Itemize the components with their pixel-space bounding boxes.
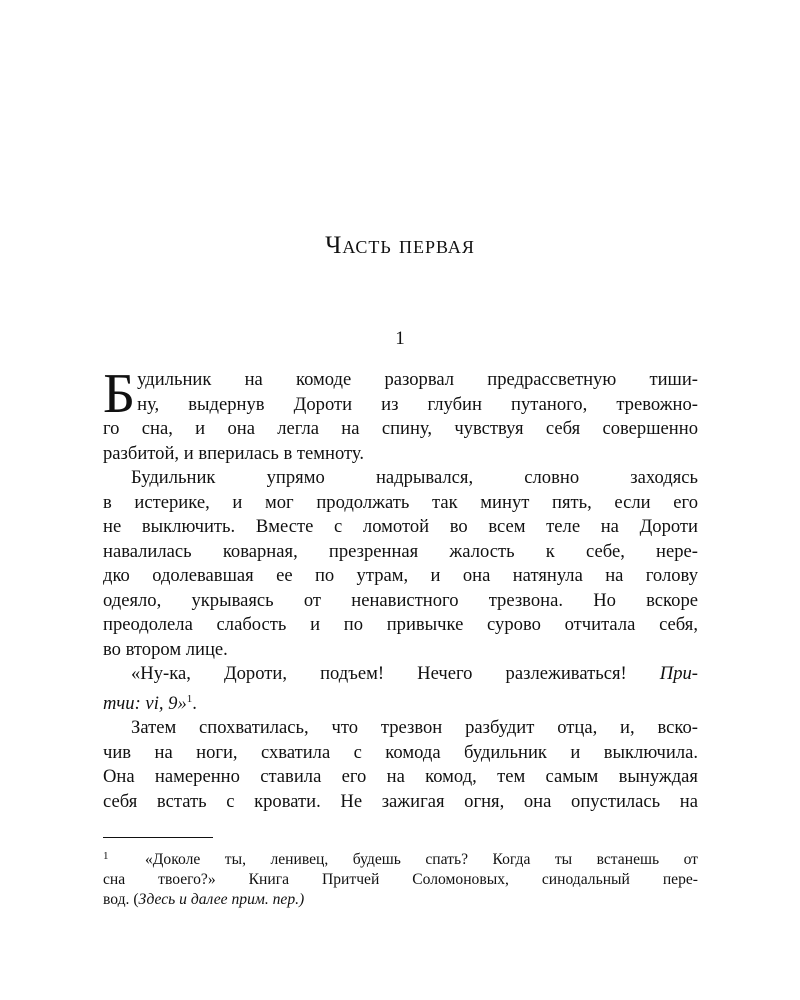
footnote-line bbox=[103, 846, 698, 870]
text-line: себя встать с кровати. Не зажигая огня, она опустилась на bbox=[103, 790, 698, 812]
quote-citation: При- bbox=[659, 663, 698, 684]
text-line: Затем спохватилась, что трезвон разбудит отца, и, вско- bbox=[131, 717, 698, 739]
quote-citation: тчи: vi, 9» bbox=[103, 692, 187, 714]
text-line: преодолела слабость и по привычке сурово отчитала себя, bbox=[103, 614, 698, 635]
footnote bbox=[103, 846, 698, 910]
text-line: навалилась коварная, презренная жалость к себе, нере- bbox=[103, 540, 698, 562]
paragraph-2 bbox=[103, 466, 698, 662]
footnote-line bbox=[103, 890, 698, 910]
text-line: не выключить. Вместе с ломотой во всем теле на Дороти bbox=[103, 516, 698, 537]
quote-text: «Ну-ка, Дороти, подъем! Нечего разлеживаться! bbox=[131, 663, 660, 684]
text-line: Она намеренно ставила его на комод, тем самым вынуждая bbox=[103, 766, 698, 788]
text-line bbox=[103, 662, 698, 687]
text-line: удильник на комоде разорвал предрассветную тиши- bbox=[137, 369, 698, 390]
text-line: разбитой, и вперилась в темноту. bbox=[103, 442, 365, 464]
part-title: Часть первая bbox=[325, 232, 475, 259]
paragraph-1 bbox=[103, 363, 698, 466]
text-line: во втором лице. bbox=[103, 638, 228, 660]
footnote-number: 1 bbox=[103, 850, 109, 862]
text-line: дко одолевавшая ее по утрам, и она натянула на голову bbox=[103, 565, 698, 586]
footnote-text: вод. ( bbox=[103, 891, 139, 908]
paragraph-3 bbox=[103, 662, 698, 716]
drop-cap: Б bbox=[103, 363, 136, 425]
footnote-note: Здесь и далее прим. пер.) bbox=[138, 891, 305, 908]
text-line: Будильник упрямо надрывался, словно заходясь bbox=[131, 467, 698, 488]
footnote-text: «Доколе ты, ленивец, будешь спать? Когда ты встанешь от bbox=[145, 851, 698, 868]
text-line: ну, выдернув Дороти из глубин путаного, тревожно- bbox=[137, 393, 698, 415]
footnote-line: сна твоего?» Книга Притчей Соломоновых, синодальный пере- bbox=[103, 871, 698, 888]
text-line: го сна, и она легла на спину, чувствуя себя совершенно bbox=[103, 418, 698, 439]
text-line: чив на ноги, схватила с комода будильник и выключила. bbox=[103, 741, 698, 763]
chapter-number: 1 bbox=[395, 328, 405, 349]
body-text bbox=[103, 363, 698, 814]
text-punct: . bbox=[192, 692, 197, 714]
footnote-reference[interactable]: 1 bbox=[186, 692, 193, 705]
text-line bbox=[103, 687, 698, 717]
text-line: в истерике, и мог продолжать так минут пять, если его bbox=[103, 491, 698, 513]
footnote-divider bbox=[103, 837, 213, 838]
paragraph-4 bbox=[103, 716, 698, 814]
text-line: одеяло, укрываясь от ненавистного трезвона. Но вскоре bbox=[103, 589, 698, 611]
